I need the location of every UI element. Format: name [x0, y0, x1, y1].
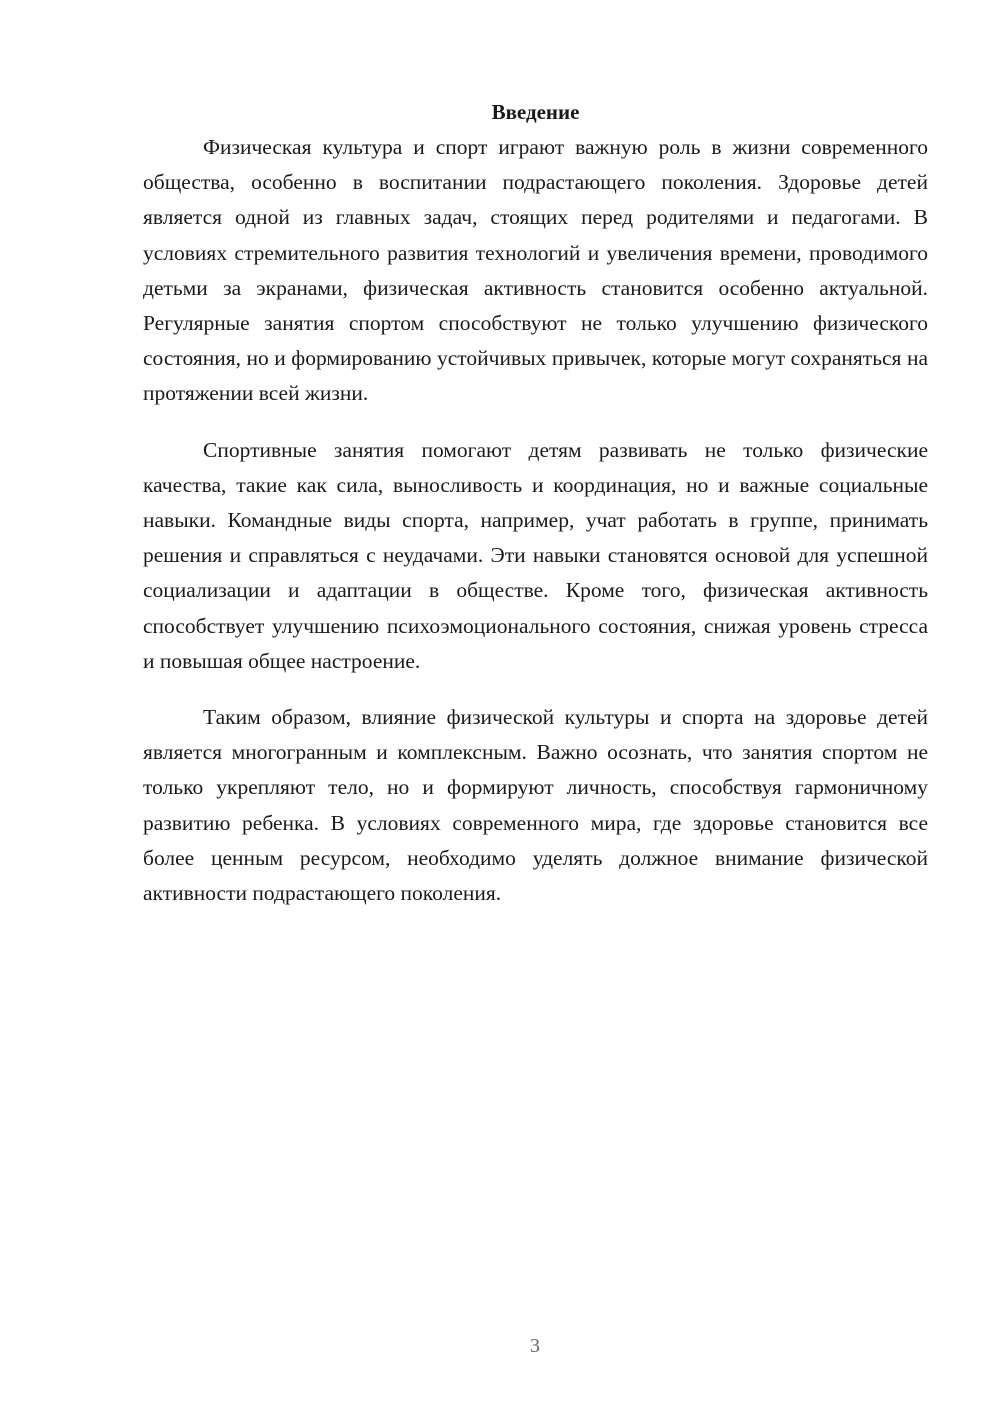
paragraph-2: Спортивные занятия помогают детям развивать не только физические качества, такие как сила, выносливость и координация, но и важные социальные навыки. Командные виды спорта, например, учат работать в группе, принимать решения и справляться с неудачами. Эти навыки становятся основой для успешной социализации и адаптации в обществе. Кроме того, физическая активность способствует улучшению психоэмоционального состояния, снижая уровень стресса и повышая общее настроение.	[143, 437, 928, 673]
page-content	[143, 95, 928, 911]
section-title: Введение	[491, 100, 580, 124]
paragraph-1: Физическая культура и спорт играют важную роль в жизни современного общества, особенно в воспитании подрастающего поколения. Здоровье детей является одной из главных задач, стоящих перед родителями и педагогами. В условиях стремительного развития технологий и увеличения времени, проводимого детьми за экранами, физическая активность становится особенно актуальной. Регулярные занятия спортом способствуют не только улучшению физического состояния, но и формированию устойчивых привычек, которые могут сохраняться на протяжении всей жизни.	[143, 135, 928, 406]
page-number: 3	[530, 1335, 540, 1357]
paragraph-3: Таким образом, влияние физической культуры и спорта на здоровье детей является многогранным и комплексным. Важно осознать, что занятия спортом не только укрепляют тело, но и формируют личность, способствуя гармоничному развитию ребенка. В условиях современного мира, где здоровье становится все более ценным ресурсом, необходимо уделять должное внимание физической активности подрастающего поколения.	[143, 705, 928, 906]
